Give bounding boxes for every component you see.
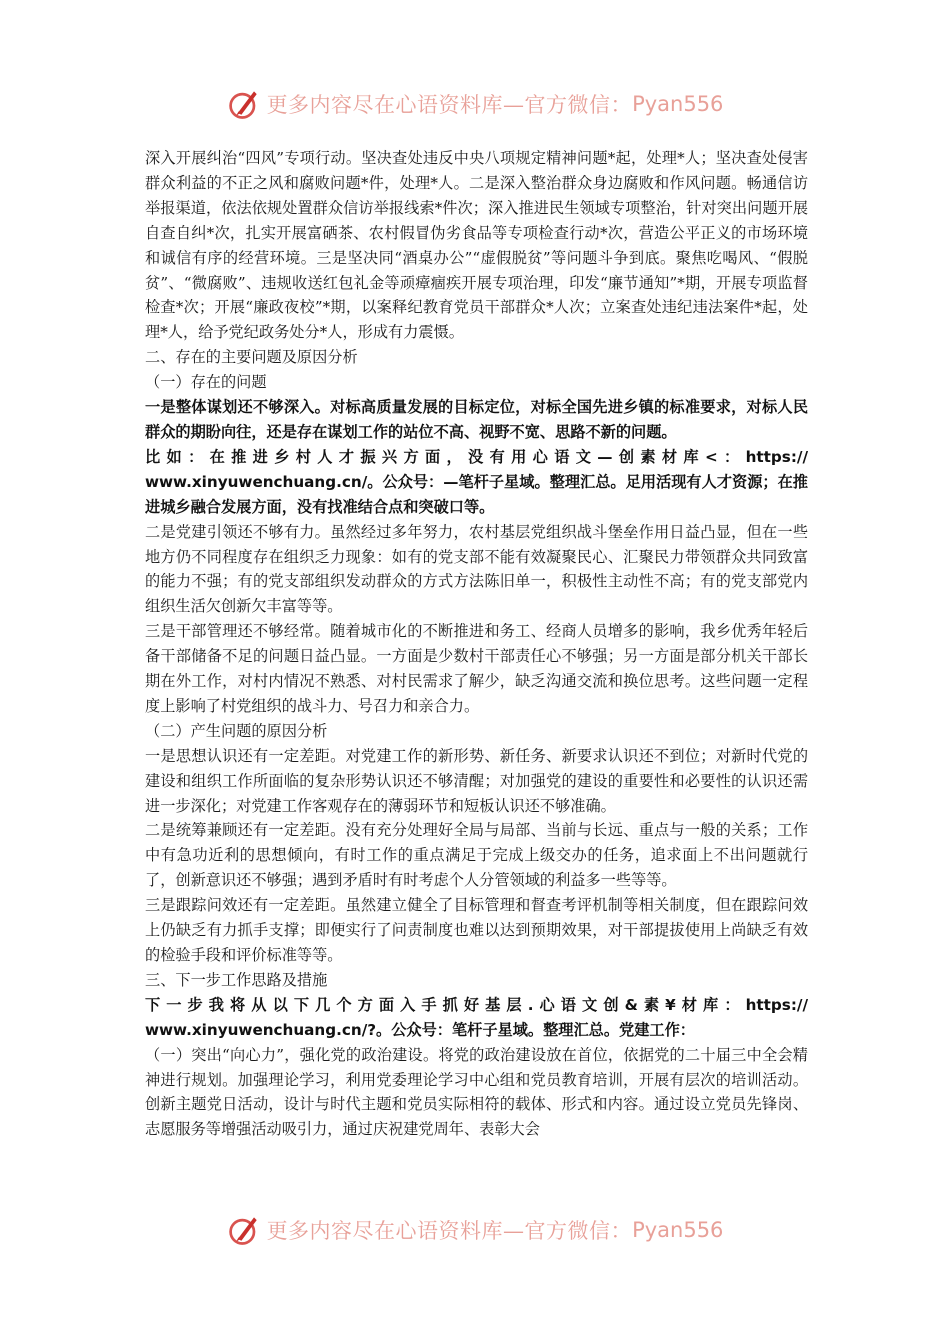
paragraph: 二是党建引领还不够有力。虽然经过多年努力，农村基层党组织战斗堡垒作用日益凸显，但在一些地方仍不同程度存在组织乏力现象：如有的党支部不能有效凝聚民心、汇聚民力带领群众共同致富的能力不强；有的党支部组织发动群众的方式方法陈旧单一，积极性主动性不高；有的党支部党内组织生活欠创新欠丰富等等。 (145, 522, 808, 616)
bold-paragraph: 一是整体谋划还不够深入。对标高质量发展的目标定位，对标全国先进乡镇的标准要求，对标人民群众的期盼向往，还是存在谋划工作的站位不高、视野不宽、思路不新的问题。 (145, 398, 808, 441)
paragraph: 三是跟踪问效还有一定差距。虽然建立健全了目标管理和督查考评机制等相关制度，但在跟踪问效上仍缺乏有力抓手支撑；即便实行了问责制度也难以达到预期效果，对干部提拔使用上尚缺乏有效的检验手段和评价标准等等。 (145, 896, 808, 964)
bold-paragraph: www.xinyuwenchuang.cn/。公众号：—笔杆子星域。整理汇总。足用活现有人才资源；在推进城乡融合发展方面，没有找准结合点和突破口等。 (145, 472, 808, 516)
section-heading: 三、下一步工作思路及措施 (145, 970, 328, 989)
quill-pen-logo-icon (227, 86, 263, 122)
quill-pen-logo-icon (227, 1212, 263, 1248)
paragraph: 三是干部管理还不够经常。随着城市化的不断推进和务工、经商人员增多的影响，我乡优秀年轻后备干部储备不足的问题日益凸显。一方面是少数村干部责任心不够强；另一方面是部分机关干部长期在外工作，对村内情况不熟悉、对村民需求了解少，缺乏沟通交流和换位思考。这些问题一定程度上影响了村党组织的战斗力、号召力和亲合力。 (145, 622, 808, 715)
document-body (145, 146, 808, 1142)
banner-text: 更多内容尽在心语资料库—官方微信： (266, 93, 633, 117)
bold-paragraph-line: 下一步我将从以下几个方面入手抓好基层.心语文创&素¥材库：https:// (145, 995, 808, 1014)
banner-text: 更多内容尽在心语资料库—官方微信： (266, 1219, 633, 1243)
subsection-heading: （一）存在的问题 (145, 373, 267, 392)
paragraph: 二是统筹兼顾还有一定差距。没有充分处理好全局与局部、当前与长远、重点与一般的关系；工作中有急功近利的思想倾向，有时工作的重点满足于完成上级交办的任务，追求面上不出问题就行了，创新意识还不够强；遇到矛盾时有时考虑个人分管领域的利益多一些等等。 (145, 821, 808, 890)
subsection-heading: （二）产生问题的原因分析 (145, 721, 328, 740)
paragraph: （一）突出“向心力”，强化党的政治建设。将党的政治建设放在首位，依据党的二十届三中全会精神进行规划。加强理论学习，利用党委理论学习中心组和党员教育培训，开展有层次的培训活动。创新主题党日活动，设计与时代主题和党员实际相符的载体、形式和内容。通过设立党员先锋岗、志愿服务等增强活动吸引力，通过庆祝建党周年、表彰大会 (145, 1045, 808, 1139)
paragraph: 一是思想认识还有一定差距。对党建工作的新形势、新任务、新要求认识还不到位；对新时代党的建设和组织工作所面临的复杂形势认识还不够清醒；对加强党的建设的重要性和必要性的认识还需进一步深化；对党建工作客观存在的薄弱环节和短板认识还不够准确。 (145, 746, 808, 815)
section-heading: 二、存在的主要问题及原因分析 (145, 348, 358, 367)
banner-wechat-id: Pyan556 (632, 1218, 724, 1242)
footer-banner (0, 1210, 950, 1250)
header-banner (0, 84, 950, 124)
bold-paragraph-line: 比如：在推进乡村人才振兴方面，没有用心语文—创素材库<：https:// (145, 447, 808, 466)
bold-paragraph: www.xinyuwenchuang.cn/?。公众号：笔杆子星域。整理汇总。党建工作： (145, 1020, 695, 1039)
paragraph: 深入开展纠治“四风”专项行动。坚决查处违反中央八项规定精神问题*起，处理*人；坚决查处侵害群众利益的不正之风和腐败问题*件，处理*人。二是深入整治群众身边腐败和作风问题。畅通信访举报渠道，依法依规处置群众信访举报线索*件次；深入推进民生领域专项整治，针对突出问题开展自查自纠*次，扎实开展富硒茶、农村假冒伪劣食品等专项检查行动*次，营造公平正义的市场环境和诚信有序的经营环境。三是坚决同“酒桌办公”“虚假脱贫”等问题斗争到底。聚焦吃喝风、“假脱贫”、“微腐败”、违规收送红包礼金等顽瘴痼疾开展专项治理，印发“廉节通知”*期，开展专项监督检查*次；开展“廉政夜校”*期，以案释纪教育党员干部群众*人次；立案查处违纪违法案件*起，处理*人，给予党纪政务处分*人，形成有力震慑。 (145, 149, 808, 342)
banner-wechat-id: Pyan556 (632, 92, 724, 116)
